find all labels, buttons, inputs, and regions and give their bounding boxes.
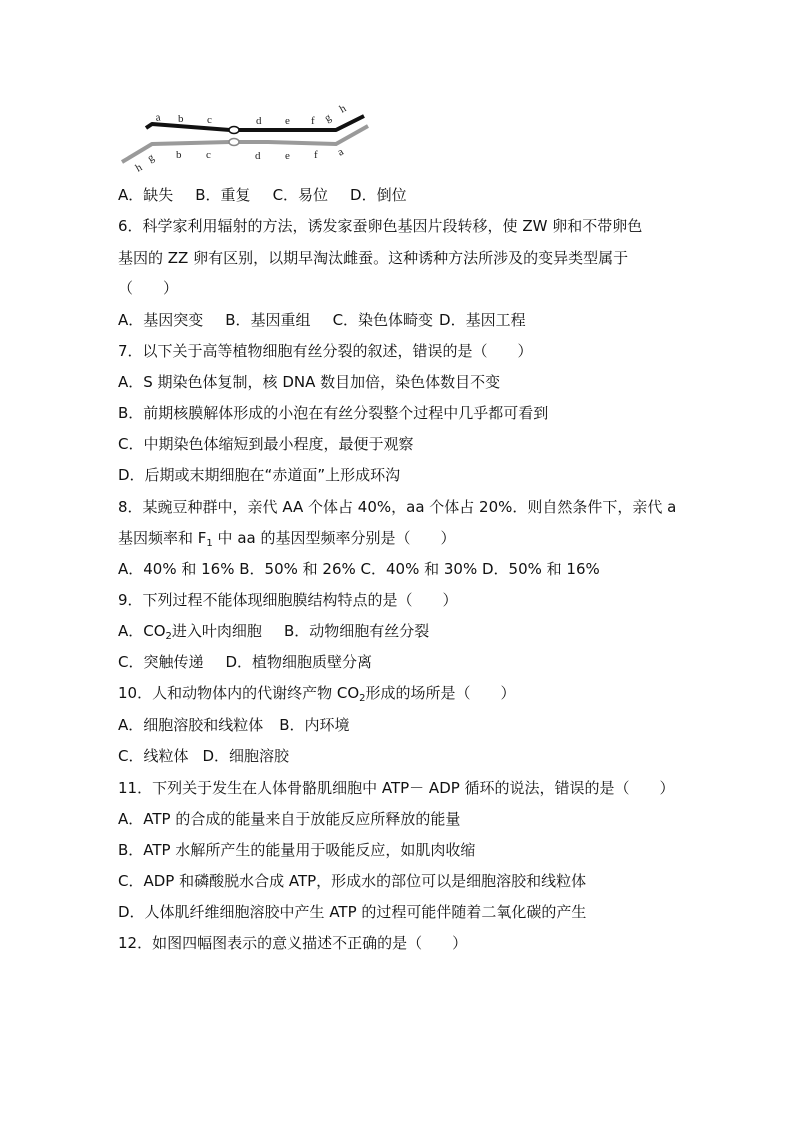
option-a: A．基因突变 bbox=[118, 311, 204, 329]
subscript: 1 bbox=[206, 538, 213, 549]
option-b: B．内环境 bbox=[279, 716, 350, 734]
upper-gene-label: b bbox=[178, 113, 184, 125]
lower-gene-label: c bbox=[206, 149, 211, 161]
lower-gene-label: b bbox=[176, 149, 182, 161]
q7-option-d: D．后期或末期细胞在“赤道面”上形成环沟 bbox=[118, 466, 401, 484]
q9-stem: 9．下列过程不能体现细胞膜结构特点的是（ ） bbox=[118, 591, 458, 609]
option-c: C．易位 bbox=[272, 186, 329, 204]
option-d: D．倒位 bbox=[350, 186, 407, 204]
lower-centromere bbox=[229, 139, 239, 146]
option-d: D．基因工程 bbox=[439, 311, 526, 329]
option-b: B．基因重组 bbox=[225, 311, 311, 329]
option-a-text: A．CO bbox=[118, 622, 166, 640]
q7-option-a: A．S 期染色体复制，核 DNA 数目加倍，染色体数目不变 bbox=[118, 373, 501, 391]
upper-gene-label: c bbox=[207, 114, 212, 126]
lower-gene-label: g bbox=[145, 151, 157, 165]
option-c: C．突触传递 bbox=[118, 653, 204, 671]
q11-option-b: B．ATP 水解所产生的能量用于吸能反应，如肌肉收缩 bbox=[118, 841, 476, 859]
q7-option-b: B．前期核膜解体形成的小泡在有丝分裂整个过程中几乎都可看到 bbox=[118, 404, 549, 422]
option-a: A．细胞溶胶和线粒体 bbox=[118, 716, 264, 734]
q11-option-a: A．ATP 的合成的能量来自于放能反应所释放的能量 bbox=[118, 810, 461, 828]
q7-option-c: C．中期染色体缩短到最小程度，最便于观察 bbox=[118, 435, 414, 453]
q10-text: 形成的场所是（ ） bbox=[365, 684, 516, 702]
q8-text: 中 aa 的基因型频率分别是（ ） bbox=[212, 529, 456, 547]
q5-options bbox=[118, 185, 407, 205]
option-a bbox=[118, 622, 262, 640]
option-b: B．重复 bbox=[195, 186, 251, 204]
q6-stem-line-2: 基因的 ZZ 卵有区别，以期早淘汰雌蚕。这种诱种方法所涉及的变异类型属于 bbox=[118, 249, 629, 267]
q11-option-c: C．ADP 和磷酸脱水合成 ATP，形成水的部位可以是细胞溶胶和线粒体 bbox=[118, 872, 587, 890]
q10-stem bbox=[118, 683, 516, 703]
lower-gene-label: h bbox=[133, 161, 145, 175]
q10-options-row-2 bbox=[118, 746, 289, 766]
q12-stem: 12．如图四幅图表示的意义描述不正确的是（ ） bbox=[118, 934, 468, 952]
option-c: C．线粒体 bbox=[118, 747, 189, 765]
upper-centromere bbox=[229, 127, 239, 134]
option-a: A．缺失 bbox=[118, 186, 174, 204]
lower-gene-label: d bbox=[255, 150, 261, 162]
lower-gene-label: e bbox=[285, 150, 290, 162]
option-d: D．植物细胞质壁分离 bbox=[225, 653, 373, 671]
option-c: C．染色体畸变 bbox=[332, 311, 434, 329]
subscript: 2 bbox=[165, 631, 172, 642]
q6-options bbox=[118, 310, 526, 330]
q11-option-d: D．人体肌纤维细胞溶胶中产生 ATP 的过程可能伴随着二氧化碳的产生 bbox=[118, 903, 587, 921]
q8-options: A．40% 和 16% B．50% 和 26% C．40% 和 30% D．50% 和 16% bbox=[118, 560, 600, 578]
q6-stem-line-3: （ ） bbox=[118, 279, 179, 297]
q11-stem: 11．下列关于发生在人体骨骼肌细胞中 ATP－ ADP 循环的说法，错误的是（ ） bbox=[118, 779, 675, 797]
q6-stem-line-1: 6．科学家利用辐射的方法，诱发家蚕卵色基因片段转移，使 ZW 卵和不带卵色 bbox=[118, 217, 643, 235]
q10-text: 10．人和动物体内的代谢终产物 CO bbox=[118, 684, 360, 702]
upper-gene-label: h bbox=[337, 102, 349, 116]
upper-gene-label: f bbox=[311, 115, 315, 127]
q8-text: 基因频率和 F bbox=[118, 529, 207, 547]
option-a-text: 进入叶肉细胞 bbox=[171, 622, 262, 640]
chromosome-pairing-figure bbox=[118, 98, 378, 180]
option-d: D．细胞溶胶 bbox=[202, 747, 290, 765]
lower-gene-label: f bbox=[314, 149, 318, 161]
lower-gene-label: a bbox=[335, 145, 346, 159]
q8-stem-line-1: 8．某豌豆种群中，亲代 AA 个体占 40%，aa 个体占 20%．则自然条件下，亲代 a bbox=[118, 498, 677, 516]
q9-options-row-2 bbox=[118, 652, 372, 672]
q9-options-row-1 bbox=[118, 621, 429, 641]
q8-stem-line-2 bbox=[118, 528, 455, 548]
q7-stem: 7．以下关于高等植物细胞有丝分裂的叙述，错误的是（ ） bbox=[118, 342, 533, 360]
upper-gene-label: d bbox=[256, 115, 262, 127]
option-b: B．动物细胞有丝分裂 bbox=[283, 622, 430, 640]
upper-gene-label: g bbox=[322, 111, 334, 125]
upper-gene-label: a bbox=[154, 111, 162, 124]
upper-gene-label: e bbox=[285, 115, 290, 127]
subscript: 2 bbox=[359, 693, 366, 704]
q10-options-row-1 bbox=[118, 715, 350, 735]
